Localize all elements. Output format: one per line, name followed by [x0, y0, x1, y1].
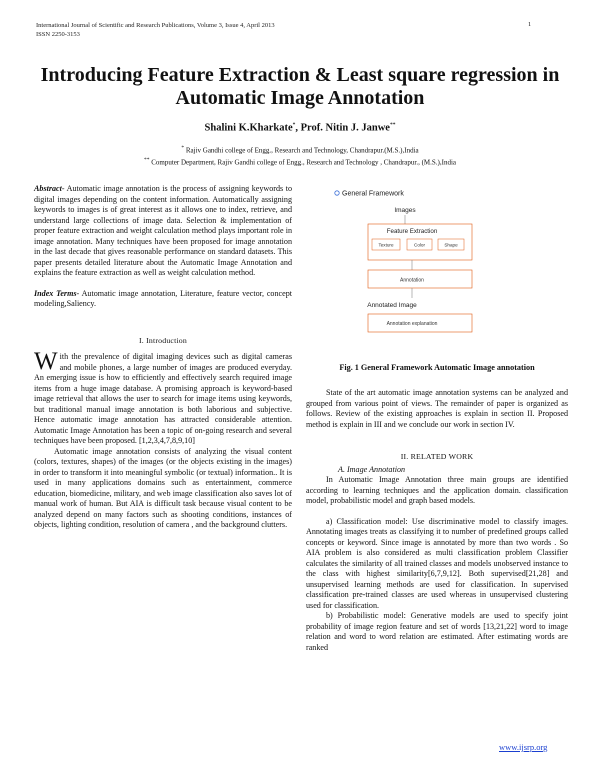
affiliation-1-mark: *: [181, 145, 185, 151]
figure-caption: Fig. 1 General Framework Automatic Image annotation: [339, 363, 535, 372]
author-1-mark: *: [292, 122, 296, 128]
annotation-label: Annotation: [400, 277, 424, 284]
shape-label: Shape: [444, 242, 458, 248]
author-line: [40, 122, 560, 134]
affiliation-2-text: Computer Department, Rajiv Gandhi college of Engg., Research and Technology , Chandrapur., (M.S.),India: [151, 158, 457, 167]
author-separator: ,: [295, 122, 301, 134]
classification-model-paragraph: a) Classification model: Use discriminative model to classify images. Annotating images treats as classifying it to number of predefined groups called concepts or keyword. Since image is annotated by more than two words . So AIA problem is also considered as multi classification problem Classifier calculates the similarity of all trained classes and models unobserved instance to the class with highest similarity[6,7,9,12]. Both supervised[21,28] and unsupervised learning methods are used for classification. In supervised classification pre-trained classes are used whereas in unsupervised clustering used for classification.: [306, 516, 568, 610]
affiliation-2-mark: **: [143, 157, 150, 164]
explanation-label: Annotation explanation: [386, 321, 438, 327]
issn-line: ISSN 2250-3153: [36, 31, 80, 38]
index-terms-text: - Automatic image annotation, Literature, feature vector, concept modeling,Saliency.: [34, 288, 292, 308]
probabilistic-model-paragraph: b) Probabilistic model: Generative models are used to specify joint probability of image region feature and set of words [13,21,22] word to image relation and word to word relation are estimated. After estimating words are ranked: [306, 611, 568, 652]
affiliation-1: [40, 143, 560, 155]
intro-paragraph-2: Automatic image annotation consists of analyzing the visual content (colors, textures, shapes) of the images (or the objects existing in the images) in order to transform it into meaningful symbolic (or textual) information.. It is used in many applications domains such as entertainment, commerce education, biomedicine, military, and web image classification also saves lot of manual work of human. But AIA is difficult task because visual content to be analyzed depend on many factors such as shooting conditions, instances of objects, lighting condition, resolution of camera , and the background clutters.: [34, 446, 292, 529]
texture-label: Texture: [378, 242, 394, 248]
journal-line: International Journal of Scientific and Research Publications, Volume 3, Issue 4, April 2013: [36, 22, 275, 29]
index-terms-label: Index Terms: [34, 288, 77, 298]
index-terms: [34, 289, 292, 310]
diagram-title: General Framework: [342, 190, 404, 198]
drop-cap: W: [34, 348, 58, 375]
author-1: Shalini K.Kharkate: [204, 122, 293, 134]
framework-diagram: [330, 188, 480, 348]
affiliation-1-text: Rajiv Gandhi college of Engg., Research and Technology, Chandrapur.(M.S.),India: [185, 146, 419, 155]
color-label: Color: [414, 242, 425, 248]
intro-paragraph-1-text: ith the prevalence of digital imaging devices such as digital cameras and mobile phones, a large number of images are produced everyday. An emerging issue is how to efficiently and effectively search required image items from a huge image database. A promising approach is keyword-based image retrieval that allows the user to search for image items using keywords, but traditional manual image annotation is both laborious and subjective. Hence automatic image annotation has attracted considerable attention. Automatic Image Annotation has been a topic of on-going research and several techniques have been proposed. [1,2,3,4,7,8,9,10]: [34, 352, 292, 445]
intro-paragraph-1: [34, 348, 292, 447]
author-2-mark: **: [389, 122, 396, 128]
abstract-label: Abstract-: [34, 184, 65, 193]
section-heading-related-work: II. RELATED WORK: [400, 452, 474, 461]
right-column: [306, 388, 568, 653]
annotated-image-label: Annotated Image: [367, 302, 417, 309]
abstract-text: Automatic image annotation is the process of assigning keywords to digital images depending on the content information. Automatically assigning keywords to images is of great interest as it allows one to index, retrieve, and understand large collections of image data. Selection & implementation of proper feature extraction and weight calculation method plays important role in image annotation. Many techniques have been proposed for image annotation in the last decade that gives reasonable performance on standard datasets. This paper presents detailed literature about the Automatic Image Annotation and explains the feature extraction as well as weight calculation method.: [34, 184, 292, 277]
running-header: [36, 21, 275, 39]
paper-title: Introducing Feature Extraction & Least square regression in Automatic Image Annotation: [40, 64, 560, 109]
left-column: [34, 184, 292, 531]
feature-extraction-label: Feature Extraction: [386, 228, 438, 235]
section-heading-introduction: I. Introduction: [138, 335, 188, 345]
affiliation-2: [40, 155, 560, 167]
bullet-icon: [335, 191, 339, 195]
author-2: Prof. Nitin J. Janwe: [300, 122, 390, 134]
footer-link[interactable]: www.ijsrp.org: [499, 742, 548, 752]
subheading-image-annotation: A. Image Annotation: [338, 464, 406, 474]
page-number: 1: [528, 21, 532, 28]
right-paragraph-2: In Automatic Image Annotation three main groups are identified according to learning techniques and the application domain. classification model, probabilistic model and graph based models.: [306, 475, 568, 505]
affiliations: [40, 143, 560, 168]
abstract: [34, 184, 292, 279]
images-label: Images: [394, 207, 416, 214]
right-paragraph-1: State of the art automatic image annotation systems can be analyzed and grouped from various point of views. The remainder of paper is organized as follows. Review of the existing approaches is explain in section II. Proposed method is explain in III and we conclude our work in section IV.: [306, 388, 568, 429]
